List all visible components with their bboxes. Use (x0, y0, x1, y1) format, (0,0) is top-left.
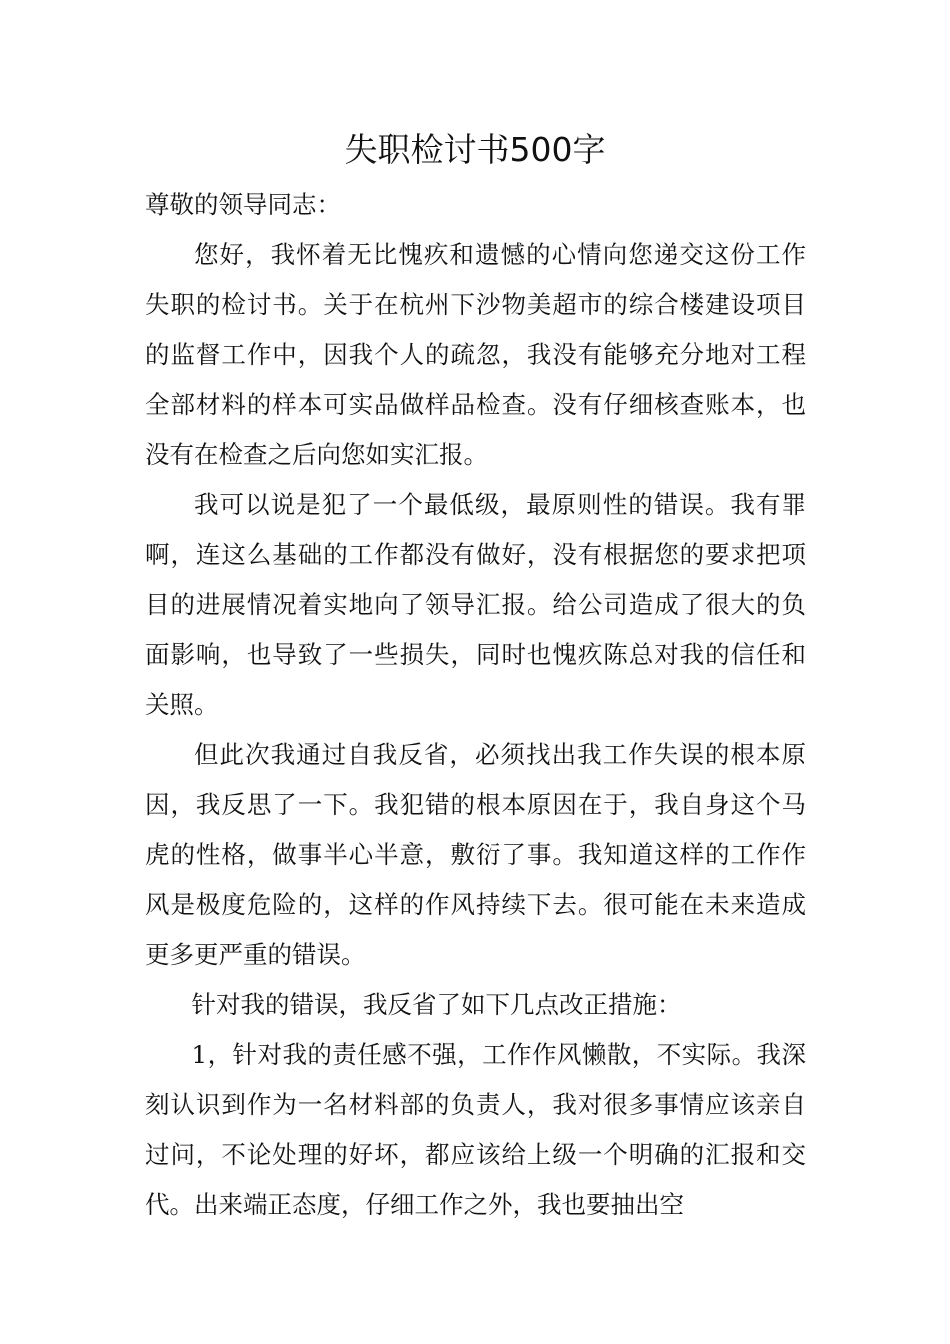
document-body (145, 180, 806, 1230)
paragraph-2: 我可以说是犯了一个最低级，最原则性的错误。我有罪啊，连这么基础的工作都没有做好，没有根据您的要求把项目的进展情况着实地向了领导汇报。给公司造成了很大的负面影响，也导致了一些损失，同时也愧疚陈总对我的信任和关照。 (145, 490, 806, 719)
paragraph-4: 针对我的错误，我反省了如下几点改正措施： (191, 990, 682, 1019)
paragraph-1: 您好，我怀着无比愧疚和遗憾的心情向您递交这份工作失职的检讨书。关于在杭州下沙物美超市的综合楼建设项目的监督工作中，因我个人的疏忽，我没有能够充分地对工程全部材料的样本可实品做样品检查。没有仔细核查账本，也没有在检查之后向您如实汇报。 (145, 240, 806, 469)
salutation: 尊敬的领导同志： (145, 190, 341, 219)
paragraph-5: 1，针对我的责任感不强，工作作风懒散，不实际。我深刻认识到作为一名材料部的负责人，我对很多事情应该亲自过问，不论处理的好坏，都应该给上级一个明确的汇报和交代。出来端正态度，仔细工作之外，我也要抽出空 (145, 1040, 806, 1219)
paragraph-3: 但此次我通过自我反省，必须找出我工作失误的根本原因，我反思了一下。我犯错的根本原因在于，我自身这个马虎的性格，做事半心半意，敷衍了事。我知道这样的工作作风是极度危险的，这样的作风持续下去。很可能在未来造成更多更严重的错误。 (145, 740, 806, 969)
document-title: 失职检讨书500字 (344, 130, 606, 169)
